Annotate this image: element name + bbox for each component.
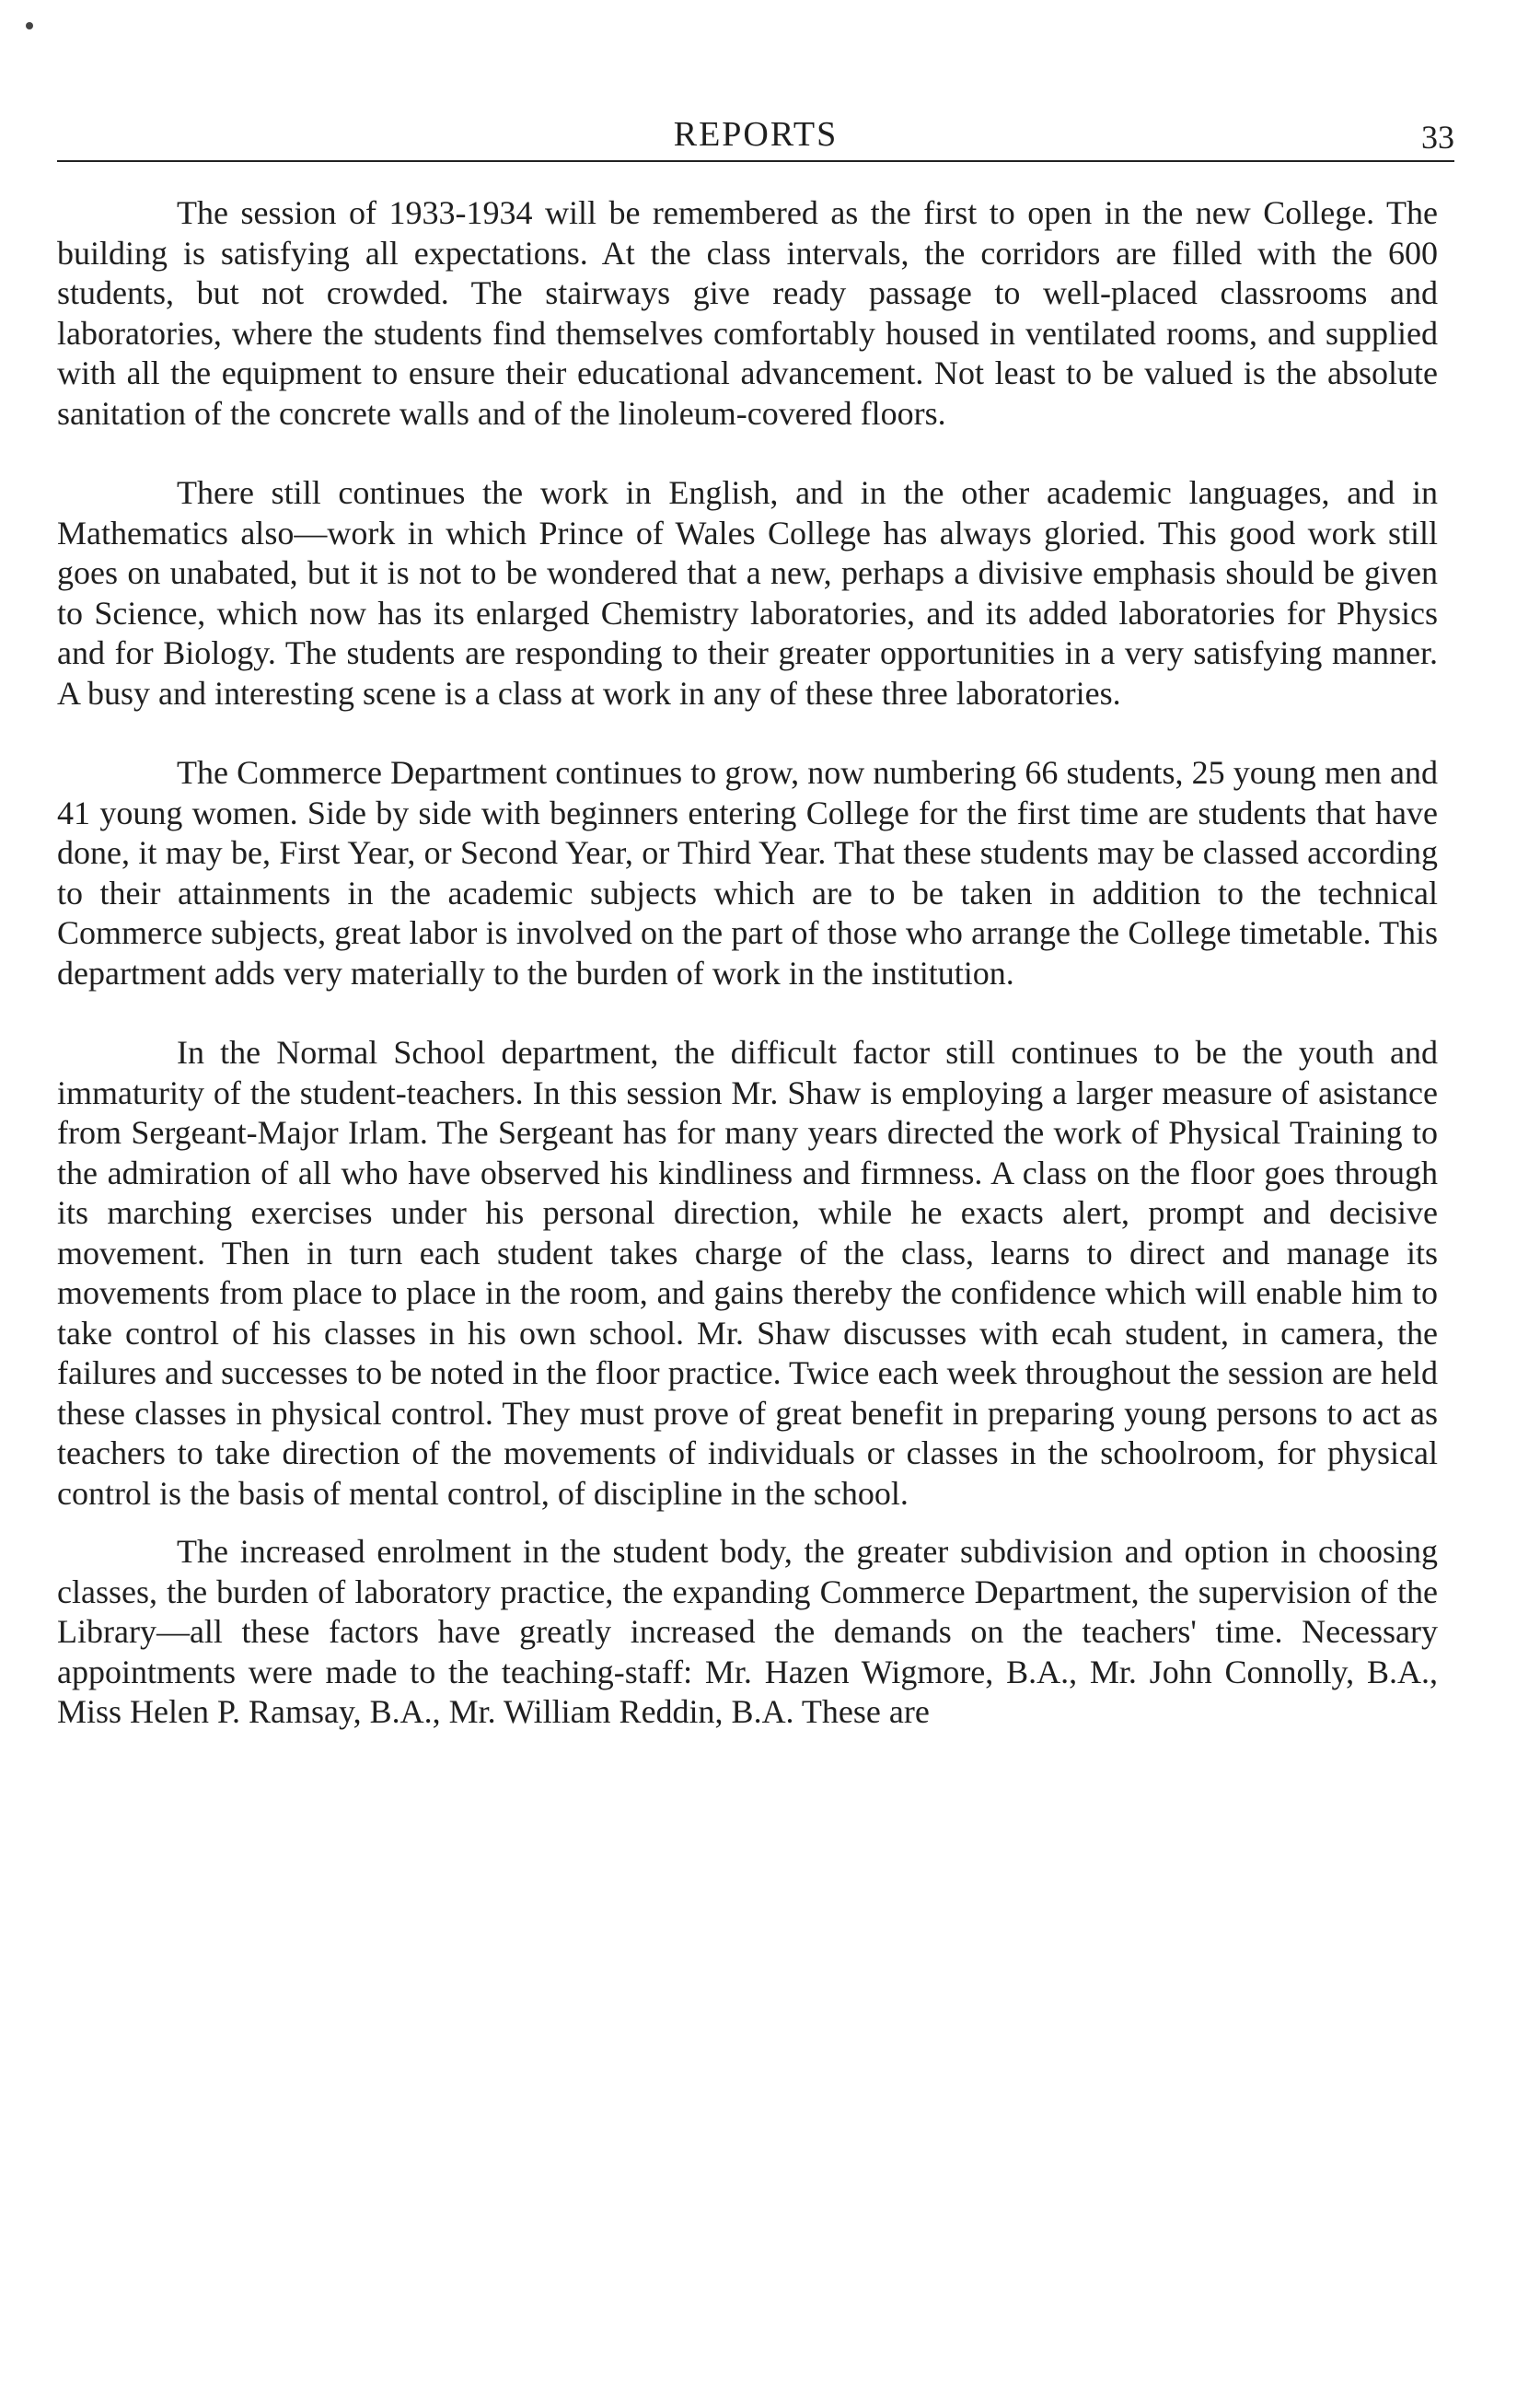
body-text — [57, 193, 1438, 1733]
paragraph-academic-work: There still continues the work in English, and in the other academic languages, and in Mathematics also—work in which Prince of Wales College has always gloried. This good work still goes on unabated, but it is not to be wondered that a new, perhaps a divisive emphasis should be given to Science, which now has its enlarged Chemistry laboratories, and its added laboratories for Physics and for Biology. The students are responding to their greater opportunities in a very satisfying manner. A busy and interesting scene is a class at work in any of these three laboratories. — [57, 474, 1438, 712]
page-number: 33 — [1421, 119, 1454, 156]
page-header — [57, 109, 1454, 162]
paragraph-normal-school: In the Normal School department, the difficult factor still continues to be the youth and immaturity of the student-teachers. In this session Mr. Shaw is employing a larger measure of asistance from Sergeant-Major Irlam. The Sergeant has for many years directed the work of Physical Training to the admiration of all who have observed his kindliness and firmness. A class on the floor goes through its marching exercises under his personal direction, while he exacts alert, prompt and decisive movement. Then in turn each student takes charge of the class, learns to direct and manage its movements from place to place in the room, and gains thereby the confidence which will enable him to take control of his classes in his own school. Mr. Shaw discusses with ecah student, in camera, the failures and successes to be noted in the floor practice. Twice each week throughout the session are held these classes in physical control. They must prove of great benefit in preparing young persons to act as teachers to take direction of the movements of individuals or classes in the schoolroom, for physical control is the basis of mental control, of discipline in the school. — [57, 1034, 1438, 1512]
paragraph-teaching-staff: The increased enrolment in the student body, the greater subdivision and option in choosing classes, the burden of laboratory practice, the expanding Commerce Department, the supervision of the Library—all these factors have greatly increased the demands on the teachers' time. Necessary appointments were made to the teaching-staff: Mr. Hazen Wigmore, B.A., Mr. John Connolly, B.A., Miss Helen P. Ramsay, B.A., Mr. William Reddin, B.A. These are — [57, 1533, 1438, 1730]
ink-speck — [26, 22, 33, 29]
paragraph-new-college: The session of 1933-1934 will be remembered as the first to open in the new College. The building is satisfying all expectations. At the class intervals, the corridors are filled with the 600 students, but not crowded. The stairways give ready passage to well-placed classrooms and laboratories, where the students find themselves comfortably housed in ventilated rooms, and supplied with all the equipment to ensure their educational advancement. Not least to be valued is the absolute sanitation of the concrete walls and of the linoleum-covered floors. — [57, 194, 1438, 432]
running-head: REPORTS — [673, 115, 839, 154]
paragraph-commerce-department: The Commerce Department continues to grow, now numbering 66 students, 25 young men and 41 young women. Side by side with beginners entering College for the first time are students that have done, it may be, First Year, or Second Year, or Third Year. That these students may be classed according to their attainments in the academic subjects which are to be taken in addition to the technical Commerce subjects, great labor is involved on the part of those who arrange the College timetable. This department adds very materially to the burden of work in the institution. — [57, 754, 1438, 992]
